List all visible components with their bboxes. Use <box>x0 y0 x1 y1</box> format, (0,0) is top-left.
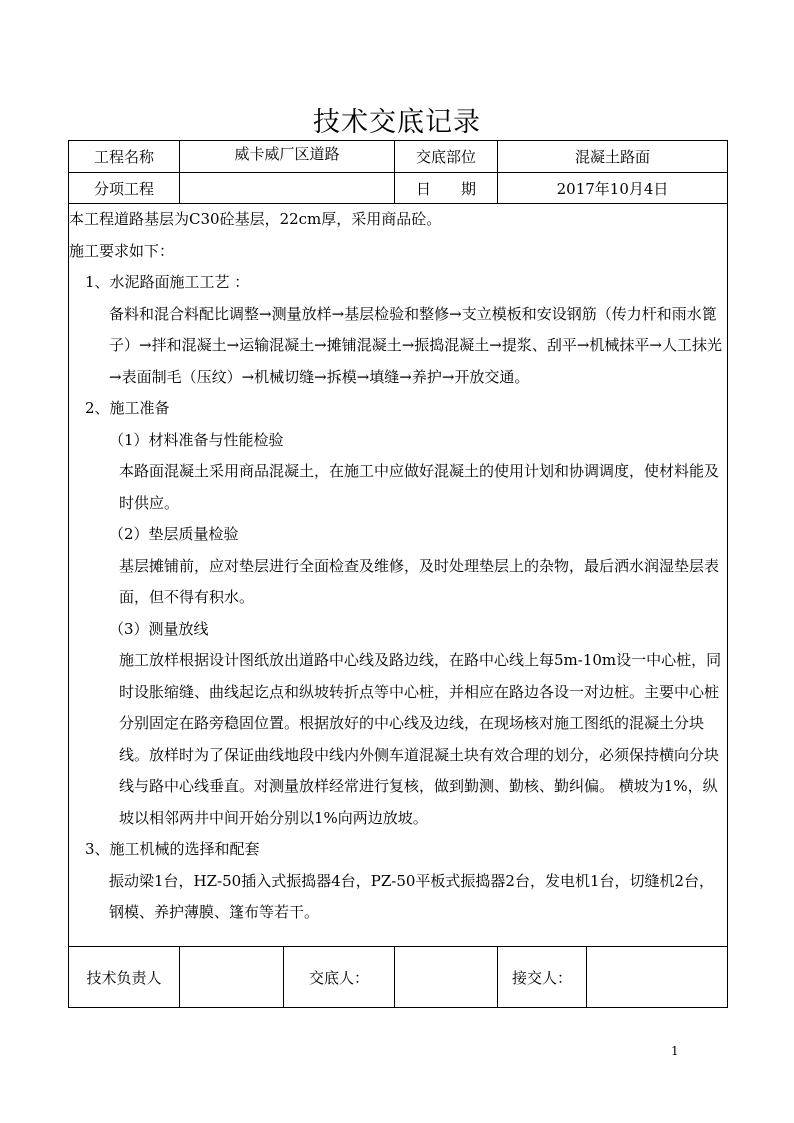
section-2-1-heading: （1）材料准备与性能检验 <box>109 430 284 449</box>
sub-item-value <box>180 173 395 204</box>
section-3-heading: 3、施工机械的选择和配套 <box>85 840 260 858</box>
section-2-3-text: 施工放样根据设计图纸放出道路中心线及路边线，在路中心线上每5m-10m设一中心桩，同时设胀缩缝、曲线起讫点和纵坡转折点等中心桩，并相应在路边各设一对边桩。主要中心桩分别固定在路旁稳固位置。根据放好的中心线及边线，在现场核对施工图纸的混凝土分块线。放样时为了保证曲线地段中线内外侧车道混凝土块有效合理的划分，必须保持横向分块线与路中心线垂直。对测量放样经常进行复核，做到勤测、勤核、勤纠偏。 横坡为1%，纵坡以相邻两井中间开始分别以1%向两边放坡。 <box>119 651 722 827</box>
section-1-text: 备料和混合料配比调整→测量放样→基层检验和整修→支立模板和安设钢筋（传力杆和雨水篦子）→拌和混凝土→运输混凝土→摊铺混凝土→振捣混凝土→提浆、刮平→机械抹平→人工抹光→表面制毛（压纹）→机械切缝→拆模→填缝→养护→开放交通。 <box>109 304 722 386</box>
disclosure-form-table <box>68 140 728 1008</box>
tech-lead-signature-field <box>180 947 284 1008</box>
section-2-2-text: 基层摊铺前，应对垫层进行全面检查及维修，及时处理垫层上的杂物，最后洒水润湿垫层表面，但不得有积水。 <box>119 556 720 606</box>
page-title: 技术交底记录 <box>313 107 481 138</box>
intro-text: 本工程道路基层为C30砼基层，22cm厚，采用商品砼。 <box>69 210 442 228</box>
tech-lead-label: 技术负责人 <box>69 947 180 1008</box>
page-number: 1 <box>671 1044 679 1058</box>
section-2-3-heading: （3）测量放线 <box>109 619 209 638</box>
date-value: 2017年10月4日 <box>498 173 728 204</box>
section-3-text: 振动梁1台，HZ-50插入式振捣器4台，PZ-50平板式振捣器2台，发电机1台，切缝机2台，钢模、养护薄膜、篷布等若干。 <box>109 871 715 921</box>
date-label: 日 期 <box>395 173 498 204</box>
project-name-value: 威卡威厂区道路 <box>180 141 395 173</box>
discloser-label: 交底人： <box>284 947 395 1008</box>
receiver-signature-field <box>587 947 728 1008</box>
section-1-heading: 1、水泥路面施工工艺 ： <box>85 273 250 291</box>
section-2-2-heading: （2）垫层质量检验 <box>109 525 239 543</box>
receiver-label: 接交人： <box>498 947 587 1008</box>
discloser-signature-field <box>395 947 498 1008</box>
section-2-heading: 2、施工准备 <box>85 399 170 417</box>
requirements-heading: 施工要求如下： <box>69 241 175 260</box>
sub-item-label: 分项工程 <box>69 173 180 204</box>
section-2-1-text: 本路面混凝土采用商品混凝土，在施工中应做好混凝土的使用计划和协调调度，使材料能及时供应。 <box>119 462 720 512</box>
location-label: 交底部位 <box>395 141 498 173</box>
location-value: 混凝土路面 <box>498 141 728 173</box>
project-name-label: 工程名称 <box>69 141 180 173</box>
disclosure-content <box>69 204 728 947</box>
